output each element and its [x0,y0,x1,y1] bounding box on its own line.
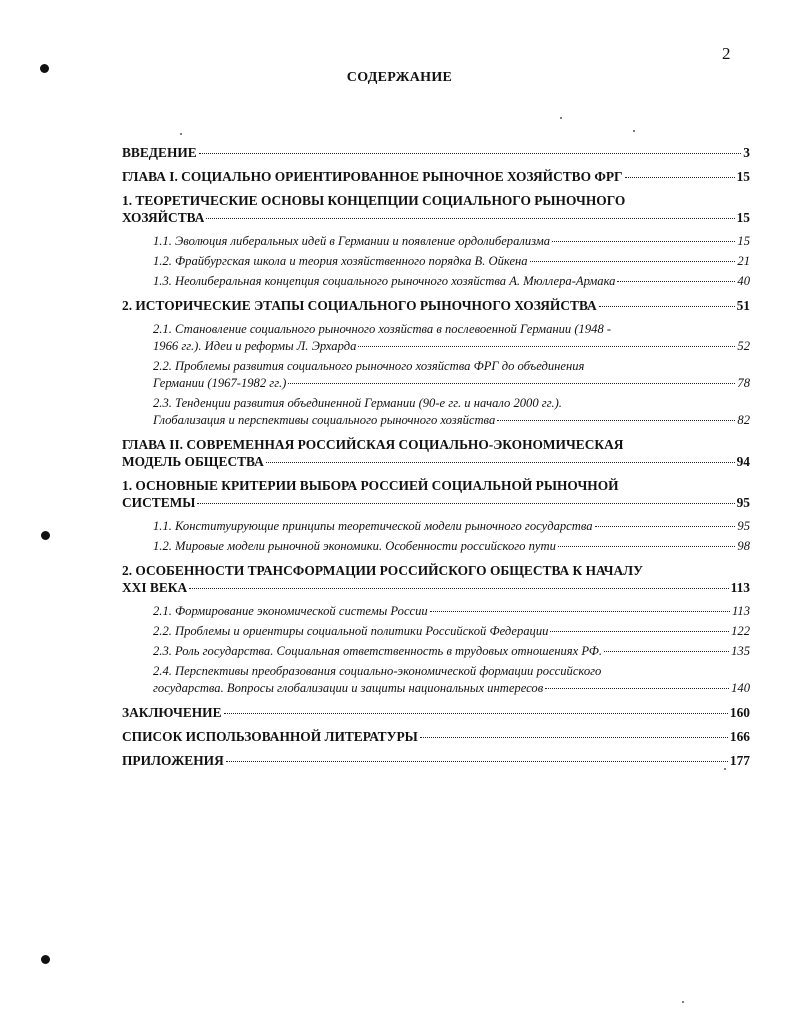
toc-entry-title: 2.1. Формирование экономической системы России [153,604,428,618]
toc-chapter-entry [122,297,750,314]
toc-page-number: 113 [730,580,750,595]
toc-chapter-entry [122,192,750,226]
toc-entry-title: 1.2. Фрайбургская школа и теория хозяйственного порядка В. Ойкена [153,254,528,268]
toc-section-entry [122,395,750,429]
toc-page-number: 15 [736,210,750,225]
scan-speck [724,768,726,770]
toc-page-number: 51 [736,298,750,313]
table-of-contents [122,144,750,769]
toc-chapter-entry [122,704,750,721]
dot-leader [595,526,736,527]
toc-page-number: 122 [731,624,750,638]
scan-speck [633,130,635,132]
toc-entry-title: МОДЕЛЬ ОБЩЕСТВА [122,454,264,469]
scan-speck [560,117,562,119]
toc-entry-title: 1.1. Эволюция либеральных идей в Германии и появление ордолиберализма [153,234,551,248]
toc-page-number: 160 [729,705,750,720]
dot-leader [599,306,735,307]
dot-leader [497,420,735,421]
toc-entry-title: 1.1. Конституирующие принципы теоретической модели рыночного государства [153,519,593,533]
toc-page-number: 78 [737,376,750,390]
toc-page-number: 15 [736,169,750,184]
dot-leader [430,611,730,612]
punch-hole-mark [40,64,49,73]
toc-entry-title-line: 2. ОСОБЕННОСТИ ТРАНСФОРМАЦИИ РОССИЙСКОГО ОБЩЕСТВА К НАЧАЛУ [122,563,643,578]
toc-entry-title-line: 2.2. Проблемы развития социального рыночного хозяйства ФРГ до объединения [153,359,585,373]
toc-entry-title-line: 1. ОСНОВНЫЕ КРИТЕРИИ ВЫБОРА РОССИЕЙ СОЦИАЛЬНОЙ РЫНОЧНОЙ [122,478,619,493]
toc-page-number: 135 [731,644,750,658]
toc-section-entry [122,273,750,290]
toc-entry-title: 1.3. Неолиберальная концепция социального рыночного хозяйства А. Мюллера-Армака [153,274,616,288]
toc-section-entry [122,253,750,270]
page-title: СОДЕРЖАНИЕ [346,70,453,85]
toc-chapter-entry [122,728,750,745]
toc-chapter-entry [122,562,750,596]
dot-leader [358,346,735,347]
toc-entry-title: ЗАКЛЮЧЕНИЕ [122,705,222,720]
toc-page-number: 95 [736,495,750,510]
toc-entry-title: 2.2. Проблемы и ориентиры социальной политики Российской Федерации [153,624,549,638]
dot-leader [206,218,734,219]
toc-page-number: 40 [737,274,750,288]
dot-leader [558,546,736,547]
toc-chapter-entry [122,144,750,161]
toc-section-entry [122,358,750,392]
toc-section-entry [122,623,750,640]
toc-section-entry [122,518,750,535]
toc-entry-title: 2.3. Роль государства. Социальная ответственность в трудовых отношениях РФ. [153,644,603,658]
toc-entry-title: 1.2. Мировые модели рыночной экономики. Особенности российского пути [153,539,556,553]
toc-section-entry [122,321,750,355]
toc-page-number: 3 [743,145,750,160]
toc-section-entry [122,643,750,660]
toc-chapter-entry [122,436,750,470]
toc-entry-title: 2. ИСТОРИЧЕСКИЕ ЭТАПЫ СОЦИАЛЬНОГО РЫНОЧНОГО ХОЗЯЙСТВА [122,298,597,313]
toc-entry-title: ГЛАВА I. СОЦИАЛЬНО ОРИЕНТИРОВАННОЕ РЫНОЧНОЕ ХОЗЯЙСТВО ФРГ [122,169,623,184]
toc-page-number: 82 [737,413,750,427]
toc-entry-title: ПРИЛОЖЕНИЯ [122,753,224,768]
toc-entry-title-line: 2.1. Становление социального рыночного хозяйства в послевоенной Германии (1948 - [153,322,612,336]
toc-entry-title: 1966 гг.). Идеи и реформы Л. Эрхарда [153,339,357,353]
dot-leader [224,713,728,714]
toc-page-number: 177 [729,753,750,768]
punch-hole-mark [41,955,50,964]
dot-leader [288,383,735,384]
scan-speck [682,1001,684,1003]
toc-page-number: 94 [736,454,750,469]
dot-leader [604,651,729,652]
toc-page-number: 21 [737,254,750,268]
scan-speck [180,133,182,135]
dot-leader [226,761,728,762]
dot-leader [550,631,729,632]
toc-chapter-entry [122,477,750,511]
dot-leader [266,462,735,463]
dot-leader [552,241,735,242]
toc-entry-title: Германии (1967-1982 гг.) [153,376,287,390]
toc-entry-title: Глобализация и перспективы социального рыночного хозяйства [153,413,496,427]
toc-page-number: 52 [737,339,750,353]
toc-section-entry [122,663,750,697]
toc-chapter-entry [122,168,750,185]
toc-entry-title-line: 1. ТЕОРЕТИЧЕСКИЕ ОСНОВЫ КОНЦЕПЦИИ СОЦИАЛЬНОГО РЫНОЧНОГО [122,193,626,208]
toc-page-number: 98 [737,539,750,553]
toc-entry-title: XXI ВЕКА [122,580,188,595]
toc-entry-title: СПИСОК ИСПОЛЬЗОВАННОЙ ЛИТЕРАТУРЫ [122,729,418,744]
toc-entry-title: государства. Вопросы глобализации и защиты национальных интересов [153,681,544,695]
toc-entry-title: ХОЗЯЙСТВА [122,210,205,225]
toc-entry-title-line: 2.3. Тенденции развития объединенной Германии (90-е гг. и начало 2000 гг.). [153,396,562,410]
toc-page-number: 140 [731,681,750,695]
toc-entry-title: ВВЕДЕНИЕ [122,145,197,160]
toc-entry-title-line: 2.4. Перспективы преобразования социально-экономической формации российского [153,664,602,678]
punch-hole-mark [41,531,50,540]
toc-chapter-entry [122,752,750,769]
toc-page-number: 95 [737,519,750,533]
toc-section-entry [122,538,750,555]
dot-leader [199,153,742,154]
toc-section-entry [122,233,750,250]
dot-leader [617,281,735,282]
toc-page-number: 113 [732,604,750,618]
toc-entry-title-line: ГЛАВА II. СОВРЕМЕННАЯ РОССИЙСКАЯ СОЦИАЛЬНО-ЭКОНОМИЧЕСКАЯ [122,437,624,452]
toc-section-entry [122,603,750,620]
toc-page-number: 166 [729,729,750,744]
dot-leader [197,503,734,504]
dot-leader [625,177,735,178]
dot-leader [189,588,728,589]
toc-page-number: 15 [737,234,750,248]
toc-entry-title: СИСТЕМЫ [122,495,196,510]
dot-leader [530,261,736,262]
dot-leader [545,688,729,689]
dot-leader [420,737,728,738]
page-number: 2 [722,44,731,63]
